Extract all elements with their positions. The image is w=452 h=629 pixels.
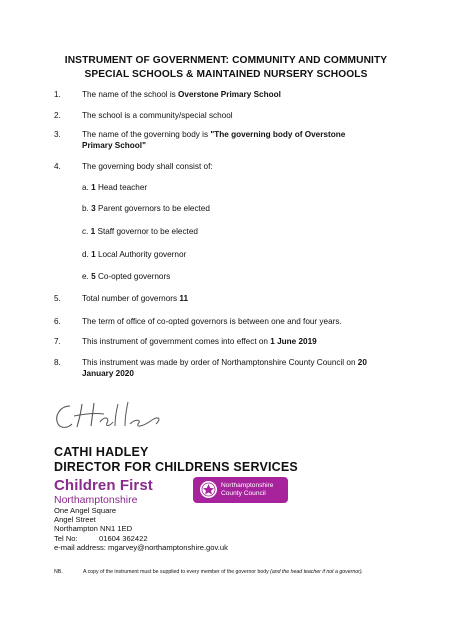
item-text-bold: 1 June 2019 — [270, 337, 317, 346]
sub-item-text: Staff governor to be elected — [95, 227, 198, 236]
sub-item-letter: d. — [82, 250, 92, 259]
sub-item-text: Parent governors to be elected — [95, 204, 210, 213]
address-line-1: One Angel Square — [54, 506, 117, 515]
item-text — [82, 162, 402, 173]
item-text-plain: The governing body shall consist of: — [82, 162, 213, 171]
sub-item-count: 1 — [90, 227, 96, 236]
signature-label: C Hadley — [52, 398, 57, 399]
county-council-logo-line1: Northamptonshire — [221, 482, 274, 489]
item-text — [82, 358, 394, 379]
sub-item-count: 5 — [91, 272, 96, 281]
telephone-number: 01604 362422 — [99, 533, 148, 543]
children-first-logo — [54, 478, 153, 506]
item-text — [82, 130, 372, 151]
children-first-logo-title: Children First — [54, 477, 153, 494]
item-text-plain: This instrument of government comes into effect on — [82, 337, 271, 346]
item-number: 8. — [54, 358, 61, 367]
item-text-plain: Total number of governors — [82, 294, 180, 303]
footnote-text-plain: A copy of the instrument must be supplied to every member of the governor body — [83, 569, 271, 575]
sub-list-item — [82, 204, 210, 215]
sub-list-item — [82, 227, 198, 238]
footnote-text — [83, 569, 395, 577]
children-first-logo-subtitle: Northamptonshire — [54, 494, 138, 506]
sub-item-letter: b. — [82, 204, 92, 213]
item-text-bold: "The governing body of Overstone Primary School" — [82, 130, 346, 150]
item-number: 7. — [54, 337, 61, 346]
item-text — [82, 317, 422, 328]
item-number: 2. — [54, 111, 61, 120]
item-number: 6. — [54, 317, 61, 326]
item-text — [82, 294, 402, 305]
title-line-2: SPECIAL SCHOOLS & MAINTAINED NURSERY SCHOOLS — [84, 69, 368, 80]
sub-item-letter: c. — [82, 227, 91, 236]
item-text-plain: The term of office of co-opted governors is between one and four years. — [82, 317, 342, 326]
sub-item-count: 1 — [91, 250, 96, 259]
sub-item-text: Co-opted governors — [95, 272, 171, 281]
document-title — [40, 54, 412, 82]
item-number: 1. — [54, 90, 61, 99]
item-text-plain: The school is a community/special school — [82, 111, 233, 120]
item-number: 4. — [54, 162, 61, 171]
sub-list-item — [82, 272, 170, 283]
telephone-label: Tel No: — [54, 533, 78, 543]
signatory-title: DIRECTOR FOR CHILDRENS SERVICES — [54, 460, 298, 474]
address-line-2: Angel Street — [54, 515, 96, 525]
county-council-seal-icon — [200, 481, 217, 498]
telephone-row — [54, 534, 228, 543]
address-line-3: Northampton NN1 1ED — [54, 524, 133, 534]
item-text-bold: Overstone Primary School — [178, 90, 281, 99]
title-line-1: INSTRUMENT OF GOVERNMENT: COMMUNITY AND COMMUNITY — [64, 55, 388, 66]
handwritten-signature — [52, 398, 172, 434]
sub-item-letter: e. — [82, 272, 92, 281]
county-council-logo — [193, 477, 288, 503]
item-text-plain: The name of the school is — [82, 90, 179, 99]
footnote-label: NB. — [54, 569, 63, 575]
sub-item-text: Head teacher — [95, 183, 148, 192]
item-text-bold: 11 — [179, 294, 189, 303]
sub-item-letter: a. — [82, 183, 92, 192]
signatory-name: CATHI HADLEY — [54, 445, 149, 459]
item-text-bold: 20 January 2020 — [82, 358, 367, 378]
footnote-text-italic: (and the head teacher if not a governor). — [270, 569, 363, 575]
item-text-plain: This instrument was made by order of Northamptonshire County Council on — [82, 358, 358, 367]
address-block — [54, 506, 228, 552]
sub-item-count: 1 — [91, 183, 96, 192]
sub-list-item — [82, 250, 186, 261]
item-text — [82, 111, 402, 122]
item-text-plain: The name of the governing body is — [82, 130, 211, 139]
item-number: 5. — [54, 294, 61, 303]
item-text — [82, 90, 402, 101]
sub-item-count: 3 — [91, 204, 96, 213]
sub-list-item — [82, 183, 147, 194]
email-address[interactable]: e-mail address: mgarvey@northamptonshire.gov.uk — [54, 542, 228, 552]
county-council-logo-text — [221, 482, 273, 498]
sub-item-text: Local Authority governor — [95, 250, 187, 259]
county-council-logo-line2: County Council — [221, 490, 266, 497]
item-number: 3. — [54, 130, 61, 139]
item-text — [82, 337, 402, 348]
